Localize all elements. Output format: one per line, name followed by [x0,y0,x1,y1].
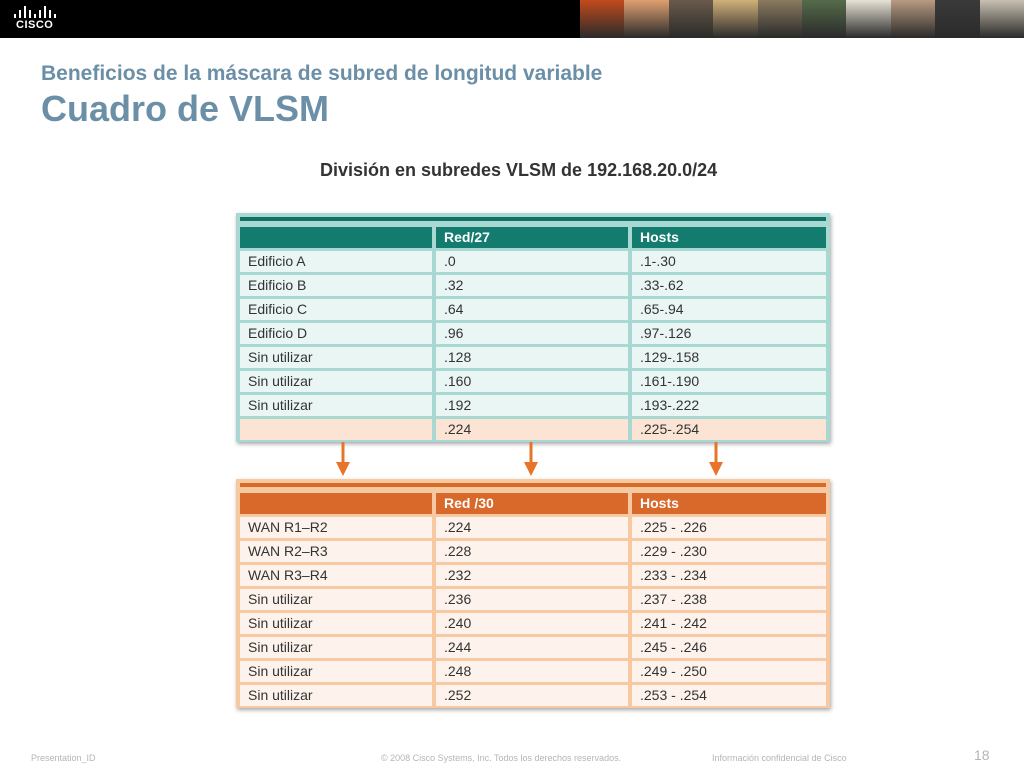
table-cell: .240 [436,613,628,634]
table-row [240,251,826,275]
table-cell: Edificio D [240,323,432,344]
table-row [240,565,826,589]
table-cell: Sin utilizar [240,613,432,634]
table-cell: .33-.62 [632,275,826,296]
table-row [240,299,826,323]
header-bar [0,0,1024,38]
header-photo [624,0,668,38]
table-cell: .229 - .230 [632,541,826,562]
table-cell: .97-.126 [632,323,826,344]
table-cell: Sin utilizar [240,589,432,610]
header-cell [240,493,432,514]
header-photo [758,0,802,38]
header-photo [935,0,979,38]
table-row [240,637,826,661]
down-arrow-icon [709,442,723,476]
table-cell: .237 - .238 [632,589,826,610]
table-cell: .245 - .246 [632,637,826,658]
table-cell: .128 [436,347,628,368]
slide-title: Cuadro de VLSM [41,88,330,129]
cisco-logo-text: CISCO [16,19,54,31]
table-row [240,371,826,395]
table-cell: Sin utilizar [240,371,432,392]
table-cell: WAN R3–R4 [240,565,432,586]
table-cell: .64 [436,299,628,320]
table-row-highlighted [240,419,826,443]
vlsm-27-table [236,213,830,442]
table-cell: Edificio A [240,251,432,272]
table-cell: .244 [436,637,628,658]
table-header-row [240,493,826,517]
table-cell: .161-.190 [632,371,826,392]
table-cell: .225 - .226 [632,517,826,538]
header-cell-network: Red/27 [436,227,628,248]
table-cell: Edificio B [240,275,432,296]
table-cell: .224 [436,517,628,538]
table-cell: .225-.254 [632,419,826,440]
footer-copyright: © 2008 Cisco Systems, Inc. Todos los derechos reservados. [381,753,622,763]
table-cell: .32 [436,275,628,296]
table-cell: .129-.158 [632,347,826,368]
header-photo [802,0,846,38]
chart-heading: División en subredes VLSM de 192.168.20.0/24 [320,160,718,180]
table-cell: .96 [436,323,628,344]
header-photo [846,0,890,38]
table-cell [240,419,432,440]
table-row [240,395,826,419]
table-cell: .232 [436,565,628,586]
table-cell: WAN R2–R3 [240,541,432,562]
table-row [240,613,826,637]
table-row [240,323,826,347]
table-top-strip [240,483,826,487]
table-row [240,661,826,685]
table-row [240,589,826,613]
cisco-bridge-icon [14,6,60,18]
table-cell: Sin utilizar [240,661,432,682]
table-cell: Sin utilizar [240,685,432,706]
header-cell-hosts: Hosts [632,493,826,514]
table-row [240,275,826,299]
footer-confidential: Información confidencial de Cisco [712,753,847,763]
cisco-logo [14,6,60,34]
table-cell: .224 [436,419,628,440]
table-row [240,347,826,371]
vlsm-30-table [236,479,830,708]
slide-subtitle: Beneficios de la máscara de subred de longitud variable [41,62,603,85]
down-arrow-icon [524,442,538,476]
down-arrow-icon [336,442,350,476]
page-number: 18 [974,747,990,763]
table-cell: .248 [436,661,628,682]
table-cell: .249 - .250 [632,661,826,682]
table-cell: WAN R1–R2 [240,517,432,538]
header-photo [891,0,935,38]
table-row [240,685,826,709]
header-photo [580,0,624,38]
table-cell: .0 [436,251,628,272]
header-cell-hosts: Hosts [632,227,826,248]
table-cell: .241 - .242 [632,613,826,634]
table-cell: .253 - .254 [632,685,826,706]
header-cell-network: Red /30 [436,493,628,514]
header-photo [669,0,713,38]
footer-presentation-id: Presentation_ID [31,753,96,763]
table-cell: .228 [436,541,628,562]
photo-strip [580,0,1024,38]
table-cell: Sin utilizar [240,347,432,368]
table-cell: .160 [436,371,628,392]
table-cell: .1-.30 [632,251,826,272]
table-row [240,517,826,541]
table-header-row [240,227,826,251]
table-cell: .252 [436,685,628,706]
table-cell: .65-.94 [632,299,826,320]
table-cell: Edificio C [240,299,432,320]
table-cell: .236 [436,589,628,610]
table-cell: Sin utilizar [240,637,432,658]
table-cell: .192 [436,395,628,416]
header-photo [713,0,757,38]
header-cell [240,227,432,248]
table-cell: .233 - .234 [632,565,826,586]
table-cell: Sin utilizar [240,395,432,416]
table-row [240,541,826,565]
header-photo [980,0,1024,38]
table-cell: .193-.222 [632,395,826,416]
table-top-strip [240,217,826,221]
